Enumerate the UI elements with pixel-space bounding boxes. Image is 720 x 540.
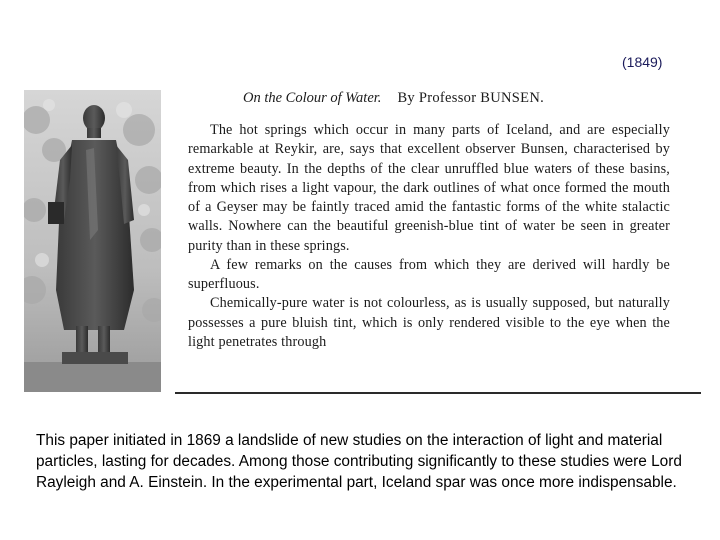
slide-caption: This paper initiated in 1869 a landslide of new studies on the interaction of light and material particles, lasting for decades. Among those contributing significantly to these studies were Lord Rayleigh and A. Einstein. In the experimental part, Iceland spar was once more indispensable. [36,432,682,491]
paper-body [188,121,670,352]
paper-author: By Professor BUNSEN. [397,90,545,106]
year-label: (1849) [622,54,663,70]
divider-rule [175,392,701,394]
paper-paragraph: Chemically-pure water is not colourless, as is usually supposed, but naturally possesses a pure bluish tint, which is only rendered visible to the eye when the light penetrates through [188,295,670,350]
statue-illustration [24,90,161,392]
paper-title: On the Colour of Water. [243,90,382,106]
paper-paragraph: A few remarks on the causes from which they are derived will hardly be superfluous. [188,256,670,292]
statue-photo [24,90,161,392]
paper-paragraph: The hot springs which occur in many parts of Iceland, and are especially remarkable at Reykir, are, says that excellent observer Bunsen, characterised by extreme beauty. In the depths of the clear unruffled blue waters of these basins, from which rises a light vapour, the dark outlines of what once formed the mouth of a Geyser may be faintly traced amid the fantastic forms of the white stalactic walls. Nowhere can the beautiful greenish-blue tint of water be seen in greater purity than in these springs. [188,122,670,254]
paper-excerpt [183,86,703,392]
paper-heading [243,90,663,110]
